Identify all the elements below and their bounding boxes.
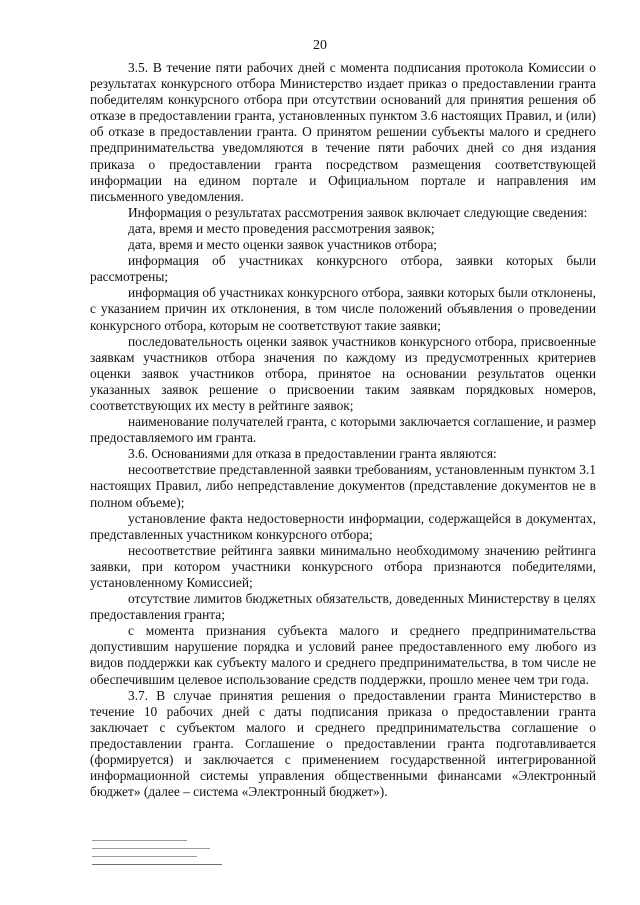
document-body xyxy=(90,60,596,800)
list-item-evaluation-date: дата, время и место оценки заявок участников отбора; xyxy=(128,237,438,253)
page-number: 20 xyxy=(313,38,327,53)
list-item-evaluation-sequence: последовательность оценки заявок участников конкурсного отбора, присвоенные заявкам участников отбора значения по каждому из предусмотренных критериев оценки заявок участников отбора, принятое на основании результатов оценки указанных заявок решение о присвоении таким заявкам порядковых номеров, соответствующих их месту в рейтинге заявок; xyxy=(90,333,596,413)
stamp-line xyxy=(92,848,210,849)
list-item-rating-mismatch: несоответствие рейтинга заявки минимально необходимому значению рейтинга заявки, при котором участники конкурсного отбора признаются победителями, установленному Комиссией; xyxy=(90,542,596,590)
list-item-reviewed-participants: информация об участниках конкурсного отбора, заявки которых были рассмотрены; xyxy=(90,253,596,285)
paragraph-results-info-intro: Информация о результатах рассмотрения заявок включает следующие сведения: xyxy=(128,204,588,220)
list-item-review-date: дата, время и место проведения рассмотрения заявок; xyxy=(128,220,435,236)
list-item-rejected-participants: информация об участниках конкурсного отбора, заявки которых были отклонены, с указанием причин их отклонения, в том числе положений объявления о проведении конкурсного отбора, которым не соответствуют такие заявки; xyxy=(90,285,596,333)
paragraph-3-6: 3.6. Основаниями для отказа в предоставлении гранта являются: xyxy=(128,446,497,462)
list-item-nonconformity: несоответствие представленной заявки требованиям, установленным пунктом 3.1 настоящих Правил, либо непредставление документов (представление документов не в полном объеме); xyxy=(90,462,596,510)
approval-stamp xyxy=(92,840,232,882)
list-item-no-budget-limits: отсутствие лимитов бюджетных обязательств, доведенных Министерству в целях предоставления гранта; xyxy=(90,591,596,623)
paragraph-3-5: 3.5. В течение пяти рабочих дней с момента подписания протокола Комиссии о результатах конкурсного отбора Министерство издает приказ о предоставлении гранта победителям конкурсного отбора при отсутствии оснований для принятия решения об отказе в предоставлении гранта, установленных пунктом 3.6 настоящих Правил, и (или) об отказе в предоставлении гранта. О принятом решении субъекты малого и среднего предпринимательства уведомляются в течение пяти рабочих дней со дня издания приказа о предоставлении гранта посредством размещения соответствующей информации на едином портале и Официальном портале и направления им письменного уведомления. xyxy=(90,60,596,204)
stamp-line xyxy=(92,840,187,841)
stamp-line xyxy=(92,864,222,865)
list-item-false-information: установление факта недостоверности информации, содержащейся в документах, представленных участником конкурсного отбора; xyxy=(90,510,596,542)
stamp-line xyxy=(92,856,197,857)
list-item-prior-violation: с момента признания субъекта малого и среднего предпринимательства допустившим нарушение порядка и условий ранее предоставленного ему любого из видов поддержки как субъекту малого и среднего предпринимательства, в том числе не обеспечившим целевое использование средств поддержки, прошло менее чем три года. xyxy=(90,623,596,687)
paragraph-3-7: 3.7. В случае принятия решения о предоставлении гранта Министерство в течение 10 рабочих дней с даты подписания приказа о предоставлении гранта заключает с субъектом малого и среднего предпринимательства соглашение о предоставлении гранта. Соглашение о предоставлении гранта подготавливается (формируется) и заключается с применением государственной интегрированной информационной системы управления общественными финансами «Электронный бюджет» (далее – система «Электронный бюджет»). xyxy=(90,687,596,800)
list-item-grant-recipients: наименование получателей гранта, с которыми заключается соглашение, и размер предоставляемого им гранта. xyxy=(90,414,596,446)
